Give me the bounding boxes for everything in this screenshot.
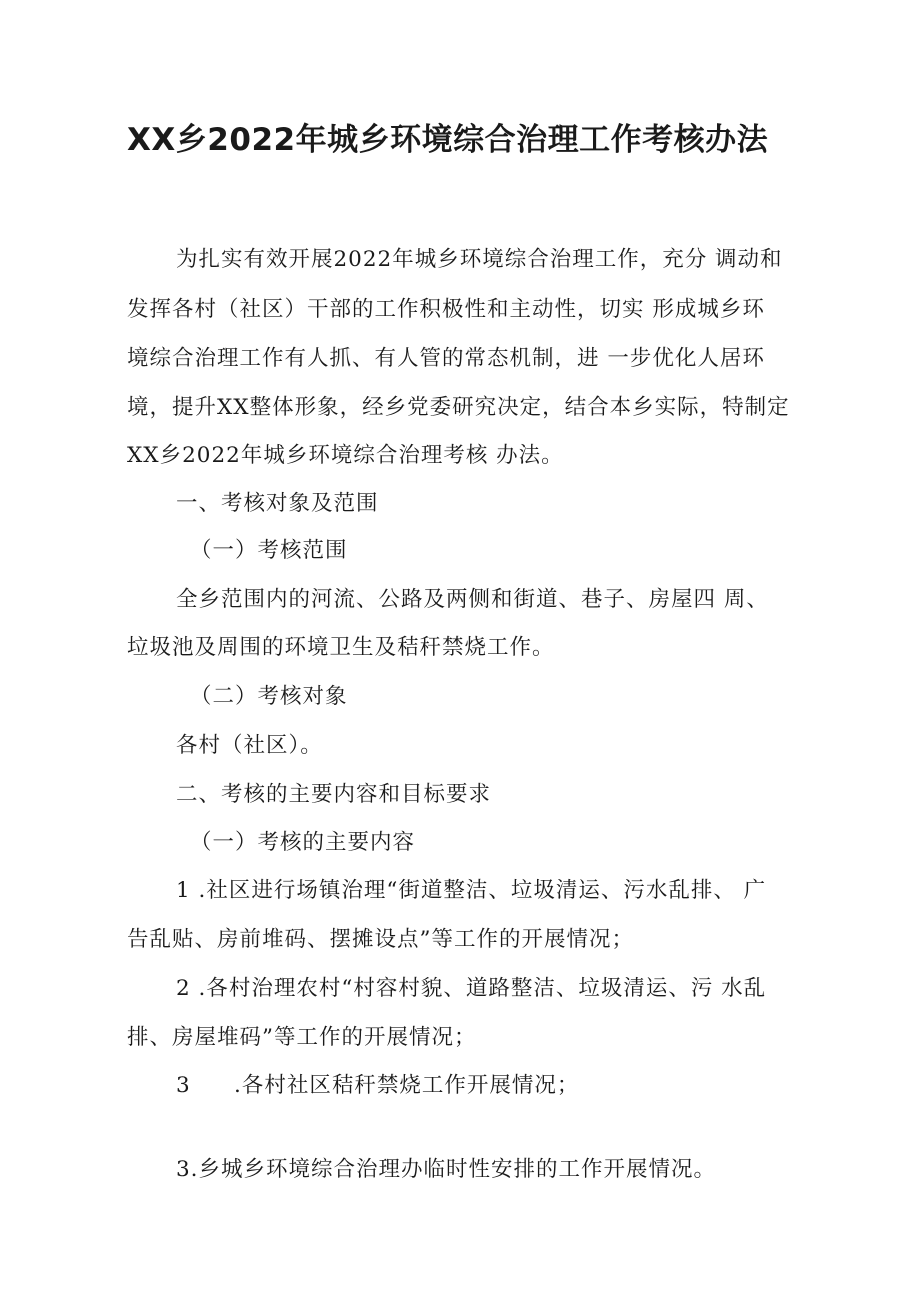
intro-line-3: 境综合治理工作有人抓、有人管的常态机制，进 一步优化人居环 [127, 346, 765, 371]
intro-line-5: XX乡2022年城乡环境综合治理考核 办法。 [127, 443, 564, 468]
item-1-line-1: 1 .社区进行场镇治理“街道整洁、垃圾清运、污水乱排、 广 [176, 878, 767, 903]
item-2-line-1: 2 .各村治理农村“村容村貌、道路整洁、垃圾清运、污 水乱 [176, 976, 767, 1001]
scope-line-1: 全乡范围内的河流、公路及两侧和街道、巷子、房屋四 周、 [176, 587, 769, 612]
scope-line-2: 垃圾池及周围的环境卫生及秸秆禁烧工作。 [127, 635, 555, 660]
intro-line-4: 境，提升XX整体形象，经乡党委研究决定，结合本乡实际，特制定 [127, 395, 790, 420]
target-line: 各村（社区）。 [176, 733, 323, 758]
document-title: XX乡2022年城乡环境综合治理工作考核办法 [127, 122, 769, 158]
intro-line-2: 发挥各村（社区）干部的工作积极性和主动性，切实 形成城乡环 [127, 297, 765, 322]
intro-line-1: 为扎实有效开展2022年城乡环境综合治理工作，充分 调动和 [176, 247, 783, 272]
item-1-line-2: 告乱贴、房前堆码、摆摊设点”等工作的开展情况； [127, 927, 634, 952]
section-1-subheading-target: （二）考核对象 [190, 684, 348, 709]
section-1-subheading-scope: （一）考核范围 [190, 538, 348, 563]
section-1-heading: 一、考核对象及范围 [176, 491, 379, 516]
item-2-line-2: 排、房屋堆码”等工作的开展情况； [127, 1025, 477, 1050]
item-3-number: 3 [176, 1073, 191, 1098]
item-4-line: 3.乡城乡环境综合治理办临时性安排的工作开展情况。 [176, 1157, 717, 1182]
section-2-heading: 二、考核的主要内容和目标要求 [176, 782, 492, 807]
item-3-text: .各村社区秸秆禁烧工作开展情况； [234, 1073, 580, 1098]
section-2-subheading-content: （一）考核的主要内容 [190, 830, 416, 855]
